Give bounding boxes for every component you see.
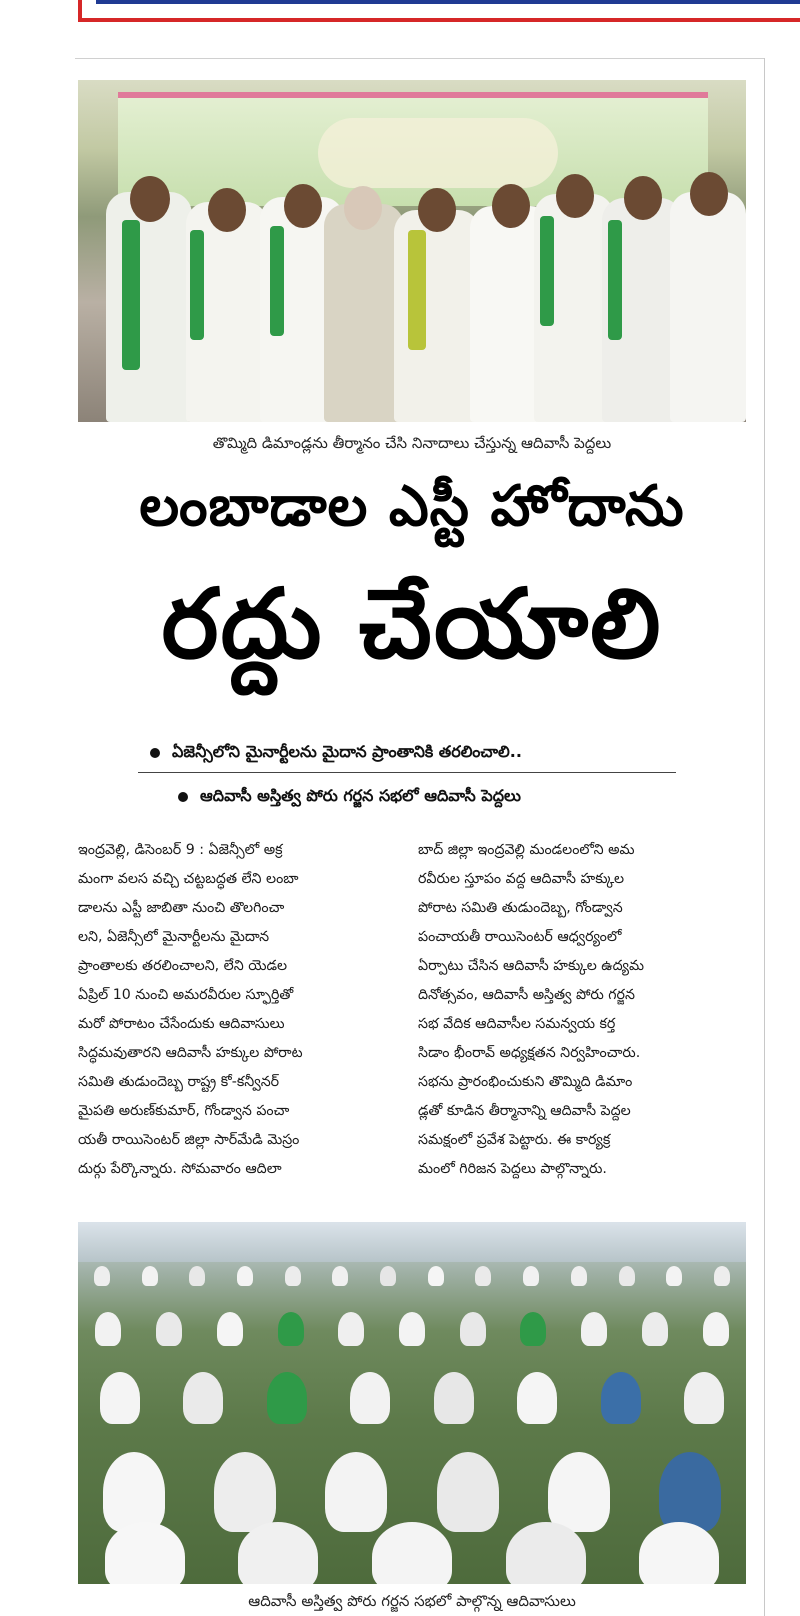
photo-crowd [78, 1222, 746, 1584]
photo-caption-bottom: ఆదివాసీ అస్తిత్వ పోరు గర్జన సభలో పాల్గొన్న ఆదివాసులు [248, 1592, 576, 1610]
crowd-row [78, 1266, 746, 1286]
body-line: సమక్షంలో ప్రవేశ పెట్టారు. ఈ కార్యక్ర [418, 1132, 611, 1148]
body-line: ప్రాంతాలకు తరలించాలని, లేని యెడల [78, 958, 288, 974]
person-head [130, 176, 170, 222]
person-head [344, 186, 382, 230]
crowd-row [78, 1312, 746, 1346]
person-head [208, 188, 246, 232]
body-line: డ్లతో కూడిన తీర్మానాన్ని ఆదివాసీ పెద్దల [418, 1103, 631, 1119]
body-line: ఏర్పాటు చేసిన ఆదివాసీ హక్కుల ఉద్యమ [418, 958, 645, 974]
body-column-right [418, 836, 734, 1184]
body-line: మంలో గిరిజన పెద్దలు పాల్గొన్నారు. [418, 1161, 607, 1177]
body-line: సభ వేదిక ఆదివాసీల సమన్వయ కర్త [418, 1016, 616, 1032]
crowd-row [78, 1452, 746, 1532]
body-line: పోరాట సమితి తుడుందెబ్బ, గోండ్వాన [418, 900, 623, 916]
body-line: పంచాయతీ రాయిసెంటర్ ఆధ్వర్యంలో [418, 929, 622, 945]
person-head [690, 172, 728, 216]
photo-leaders [78, 80, 746, 422]
person-head [418, 188, 456, 232]
body-line: లని, ఏజెన్సీలో మైనార్టీలను మైదాన [78, 929, 270, 945]
body-line: దినోత్సవం, ఆదివాసీ అస్తిత్వ పోరు గర్జన [418, 987, 635, 1003]
body-line: మైపతి అరుణ్‌కుమార్, గోండ్వాన పంచా [78, 1103, 290, 1119]
photo-caption-top: తొమ్మిది డిమాండ్లను తీర్మానం చేసి నినాదాలు చేస్తున్న ఆదివాసీ పెద్దలు [212, 434, 612, 452]
bullet-icon [178, 792, 188, 802]
banner-text-area [318, 118, 558, 188]
body-line: సిద్ధమవుతారని ఆదివాసీ హక్కుల పోరాట [78, 1045, 303, 1061]
yellow-scarf [408, 230, 426, 350]
body-column-left [78, 836, 394, 1184]
page-frame-top [78, 0, 800, 22]
bullet-icon [150, 748, 160, 758]
body-line: యతీ రాయిసెంటర్ జిల్లా సార్‌మేడి మెస్రం [78, 1132, 300, 1148]
body-line: రవీరుల స్తూపం వద్ద ఆదివాసీ హక్కుల [418, 871, 625, 887]
crowd-row [78, 1372, 746, 1424]
subhead-1 [150, 742, 522, 765]
green-scarf [270, 226, 284, 336]
subhead-2-text: ఆదివాసీ అస్తిత్వ పోరు గర్జన సభలో ఆదివాసీ పెద్దలు [200, 786, 521, 805]
green-scarf [122, 220, 140, 370]
subhead-2 [178, 786, 521, 809]
person-figure [670, 192, 746, 422]
body-line: మంగా వలస వచ్చి చట్టబద్ధత లేని లంబా [78, 871, 299, 887]
person-head [624, 176, 662, 220]
sky-background [78, 1222, 746, 1262]
body-line: సిడాం భీంరావ్ అధ్యక్షతన నిర్వహించారు. [418, 1045, 641, 1061]
body-line: సమితి తుడుందెబ్బ రాష్ట్ర కో-కన్వీనర్ [78, 1074, 280, 1090]
column-rule [764, 58, 765, 1616]
body-line: ఇంద్రవెల్లి, డిసెంబర్ 9 : ఏజెన్సీలో అక్ర [78, 842, 283, 858]
top-rule [75, 58, 765, 59]
green-scarf [608, 220, 622, 340]
body-line: దుర్గు పేర్కొన్నారు. సోమవారం ఆదిలా [78, 1161, 282, 1177]
person-head [492, 184, 530, 228]
person-figure [324, 204, 404, 422]
headline-line-2: రద్దు చేయాలి [161, 568, 663, 680]
body-line: బాద్ జిల్లా ఇంద్రవెల్లి మండలంలోని అమ [418, 842, 635, 858]
body-line: మరో పోరాటం చేసేందుకు ఆదివాసులు [78, 1016, 285, 1032]
headline-line-1: లంబాడాల ఎస్టీ హోదాను [139, 474, 685, 539]
green-scarf [540, 216, 554, 326]
subhead-rule [138, 772, 676, 773]
crowd-row [78, 1522, 746, 1584]
green-scarf [190, 230, 204, 340]
person-head [284, 184, 322, 228]
person-figure [106, 192, 192, 422]
subhead-1-text: ఏజెన్సీలోని మైనార్టీలను మైదాన ప్రాంతానికి తరలించాలి.. [172, 742, 522, 761]
stage-banner [118, 92, 708, 206]
person-head [556, 174, 594, 218]
person-figure [394, 210, 480, 422]
frame-blue-line [96, 0, 800, 4]
body-line: డాలను ఎస్టీ జాబితా నుంచి తొలగించా [78, 900, 285, 916]
body-line: ఏప్రిల్ 10 నుంచి అమరవీరుల స్ఫూర్తితో [78, 987, 294, 1003]
body-line: సభను ప్రారంభించుకుని తొమ్మిది డిమాం [418, 1074, 633, 1090]
